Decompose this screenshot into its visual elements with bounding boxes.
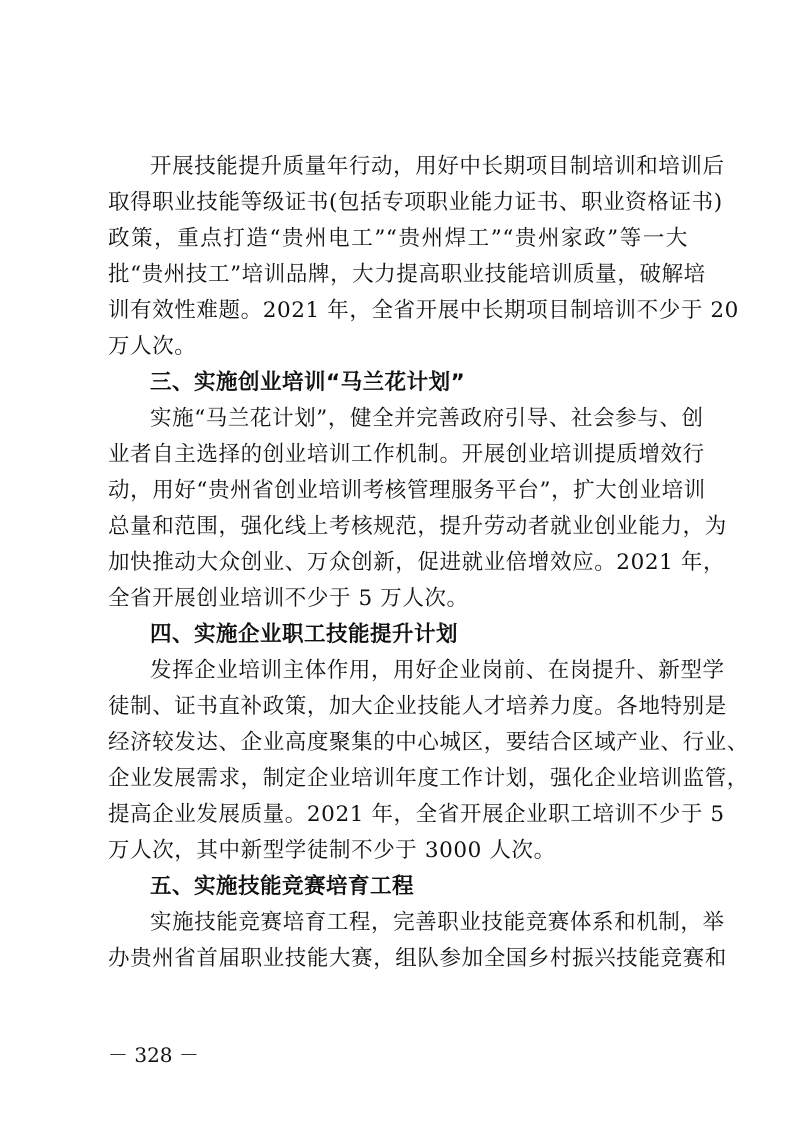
paragraph-line: 经济较发达、企业高度聚集的中心城区，要结合区域产业、行业、 — [108, 730, 749, 755]
paragraph-line: 取得职业技能等级证书(包括专项职业能力证书、职业资格证书) — [108, 190, 723, 215]
paragraph-line: 万人次，其中新型学徒制不少于 3000 人次。 — [108, 838, 556, 863]
section-heading: 三、实施创业培训“马兰花计划” — [150, 370, 466, 395]
section-heading: 四、实施企业职工技能提升计划 — [150, 622, 459, 647]
paragraph-line: 训有效性难题。2021 年，全省开展中长期项目制培训不少于 20 — [108, 298, 739, 323]
paragraph-line: 批“贵州技工”培训品牌，大力提高职业技能培训质量，破解培 — [108, 262, 706, 287]
paragraph-line: 总量和范围，强化线上考核规范，提升劳动者就业创业能力，为 — [108, 514, 727, 539]
paragraph-line: 办贵州省首届职业技能大赛，组队参加全国乡村振兴技能竞赛和 — [108, 946, 727, 971]
paragraph-line: 提高企业发展质量。2021 年，全省开展企业职工培训不少于 5 — [108, 802, 725, 827]
paragraph-line: 企业发展需求，制定企业培训年度工作计划，强化企业培训监管， — [108, 766, 749, 791]
paragraph-line: 业者自主选择的创业培训工作机制。开展创业培训提质增效行 — [108, 442, 705, 467]
paragraph-line: 加快推动大众创业、万众创新，促进就业倍增效应。2021 年， — [108, 550, 726, 575]
paragraph-line: 全省开展创业培训不少于 5 万人次。 — [108, 586, 469, 611]
paragraph-line: 徒制、证书直补政策，加大企业技能人才培养力度。各地特别是 — [108, 694, 727, 719]
page-number: － 328 － — [108, 1043, 199, 1067]
paragraph-line: 动，用好“贵州省创业培训考核管理服务平台”，扩大创业培训 — [108, 478, 706, 503]
paragraph-line: 实施“马兰花计划”，健全并完善政府引导、社会参与、创 — [150, 406, 704, 431]
section-heading: 五、实施技能竞赛培育工程 — [150, 874, 415, 899]
paragraph-line: 政策，重点打造“贵州电工”“贵州焊工”“贵州家政”等一大 — [108, 226, 688, 251]
paragraph-line: 实施技能竞赛培育工程，完善职业技能竞赛体系和机制，举 — [150, 910, 725, 935]
paragraph-line: 万人次。 — [108, 334, 197, 359]
paragraph-line: 开展技能提升质量年行动，用好中长期项目制培训和培训后 — [150, 154, 725, 179]
paragraph-line: 发挥企业培训主体作用，用好企业岗前、在岗提升、新型学 — [150, 658, 725, 683]
